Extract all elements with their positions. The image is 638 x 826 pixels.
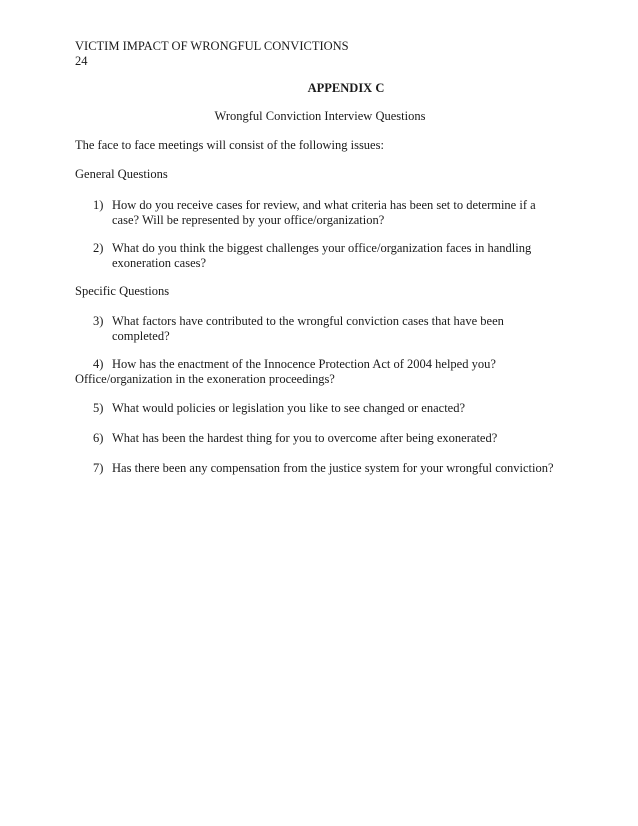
page-number: 24 bbox=[75, 54, 88, 68]
question-text-line2: Office/organization in the exoneration proceedings? bbox=[75, 372, 335, 386]
appendix-title: APPENDIX C bbox=[307, 81, 385, 95]
intro-paragraph: The face to face meetings will consist of the following issues: bbox=[75, 138, 384, 152]
question-number: 3) bbox=[93, 314, 104, 328]
question-text-line1: What would policies or legislation you like to see changed or enacted? bbox=[112, 401, 466, 415]
appendix-subtitle: Wrongful Conviction Interview Questions bbox=[214, 109, 426, 123]
question-number: 7) bbox=[93, 461, 104, 475]
question-number: 1) bbox=[93, 198, 104, 212]
question-text-line2: case? Will be represented by your office/organization? bbox=[112, 213, 385, 227]
question-text-line1: What factors have contributed to the wrongful conviction cases that have been bbox=[112, 314, 504, 328]
question-text-line1: How do you receive cases for review, and what criteria has been set to determine if a bbox=[112, 198, 536, 212]
general-questions-heading: General Questions bbox=[75, 167, 168, 181]
question-number: 6) bbox=[93, 431, 104, 445]
specific-questions-heading: Specific Questions bbox=[75, 284, 170, 298]
question-text-line1: How has the enactment of the Innocence Protection Act of 2004 helped you? bbox=[112, 357, 496, 371]
running-title: VICTIM IMPACT OF WRONGFUL CONVICTIONS bbox=[75, 39, 349, 53]
question-number: 5) bbox=[93, 401, 104, 415]
question-text-line2: exoneration cases? bbox=[112, 256, 207, 270]
question-text-line1: What has been the hardest thing for you to overcome after being exonerated? bbox=[112, 431, 498, 445]
question-text-line1: What do you think the biggest challenges your office/organization faces in handling bbox=[112, 241, 532, 255]
question-number: 2) bbox=[93, 241, 104, 255]
question-text-line2: completed? bbox=[112, 329, 170, 343]
question-number: 4) bbox=[93, 357, 104, 371]
question-text-line1: Has there been any compensation from the justice system for your wrongful conviction? bbox=[112, 461, 554, 475]
